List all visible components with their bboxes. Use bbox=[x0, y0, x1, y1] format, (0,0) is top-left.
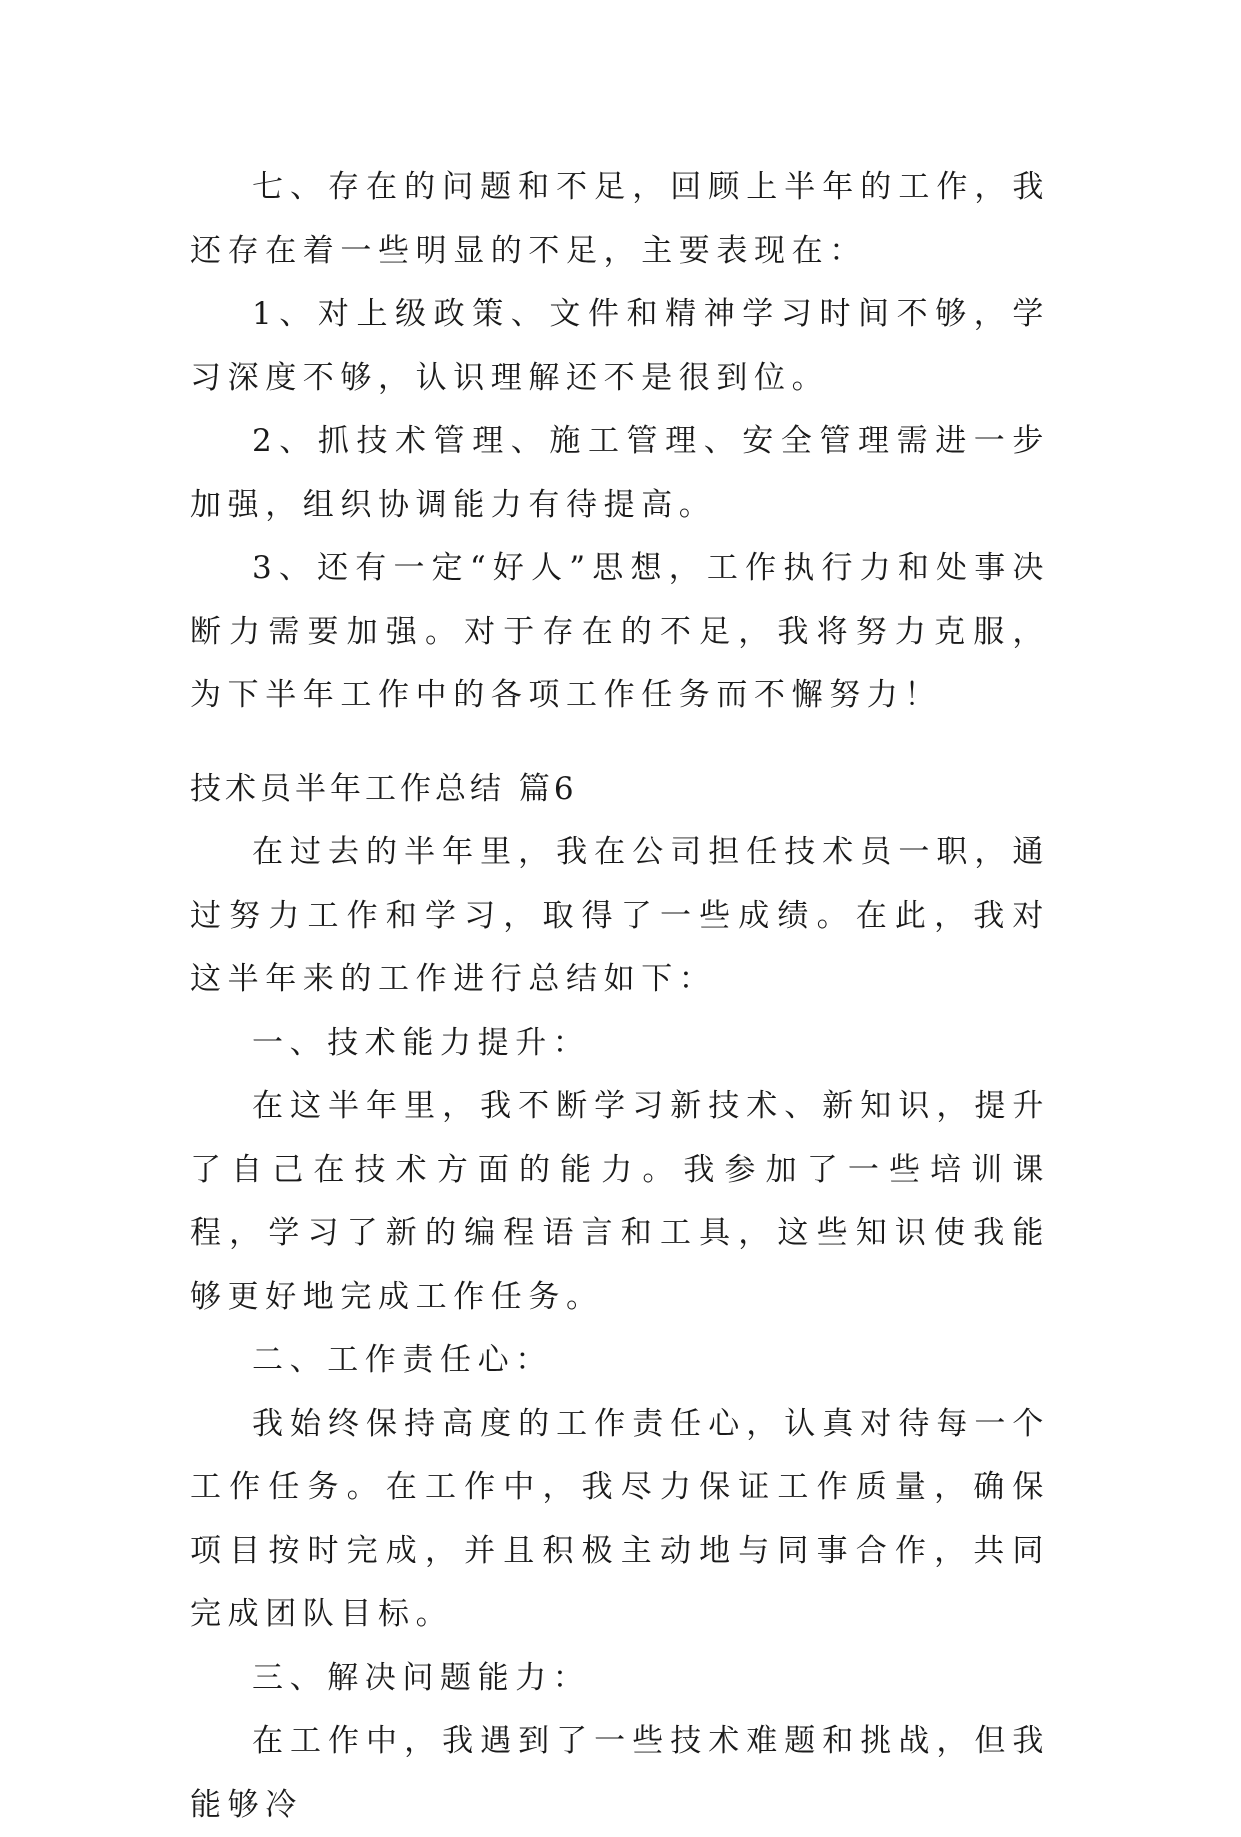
subheading-2: 二、工作责任心： bbox=[252, 1342, 553, 1378]
section-seven-item-2: 2、抓技术管理、施工管理、安全管理需进一步加强，组织协调能力有待提高。 bbox=[190, 423, 1050, 523]
subheading-3: 三、解决问题能力： bbox=[252, 1659, 591, 1696]
paragraph-1: 在这半年里，我不断学习新技术、新知识，提升了自己在技术方面的能力。我参加了一些培训课程，学习了新的编程语言和工具，这些知识使我能够更好地完成工作任务。 bbox=[190, 1088, 1050, 1315]
section-seven-item-3: 3、还有一定“好人”思想，工作执行力和处事决断力需要加强。对于存在的不足，我将努力克服，为下半年工作中的各项工作任务而不懈努力！ bbox=[190, 550, 1050, 713]
section-seven-intro: 七、存在的问题和不足，回顾上半年的工作，我还存在着一些明显的不足，主要表现在： bbox=[190, 169, 1050, 269]
paragraph-3: 在工作中，我遇到了一些技术难题和挑战，但我能够冷 bbox=[190, 1723, 1050, 1823]
document-body bbox=[190, 156, 1050, 1837]
article-title: 技术员半年工作总结 篇6 bbox=[190, 770, 578, 807]
subheading-1: 一、技术能力提升： bbox=[252, 1024, 591, 1061]
paragraph-2: 我始终保持高度的工作责任心，认真对待每一个工作任务。在工作中，我尽力保证工作质量，确保项目按时完成，并且积极主动地与同事合作，共同完成团队目标。 bbox=[190, 1405, 1050, 1632]
section-seven-item-1: 1、对上级政策、文件和精神学习时间不够，学习深度不够，认识理解还不是很到位。 bbox=[190, 296, 1050, 396]
article-intro: 在过去的半年里，我在公司担任技术员一职，通过努力工作和学习，取得了一些成绩。在此，我对这半年来的工作进行总结如下： bbox=[190, 834, 1050, 997]
